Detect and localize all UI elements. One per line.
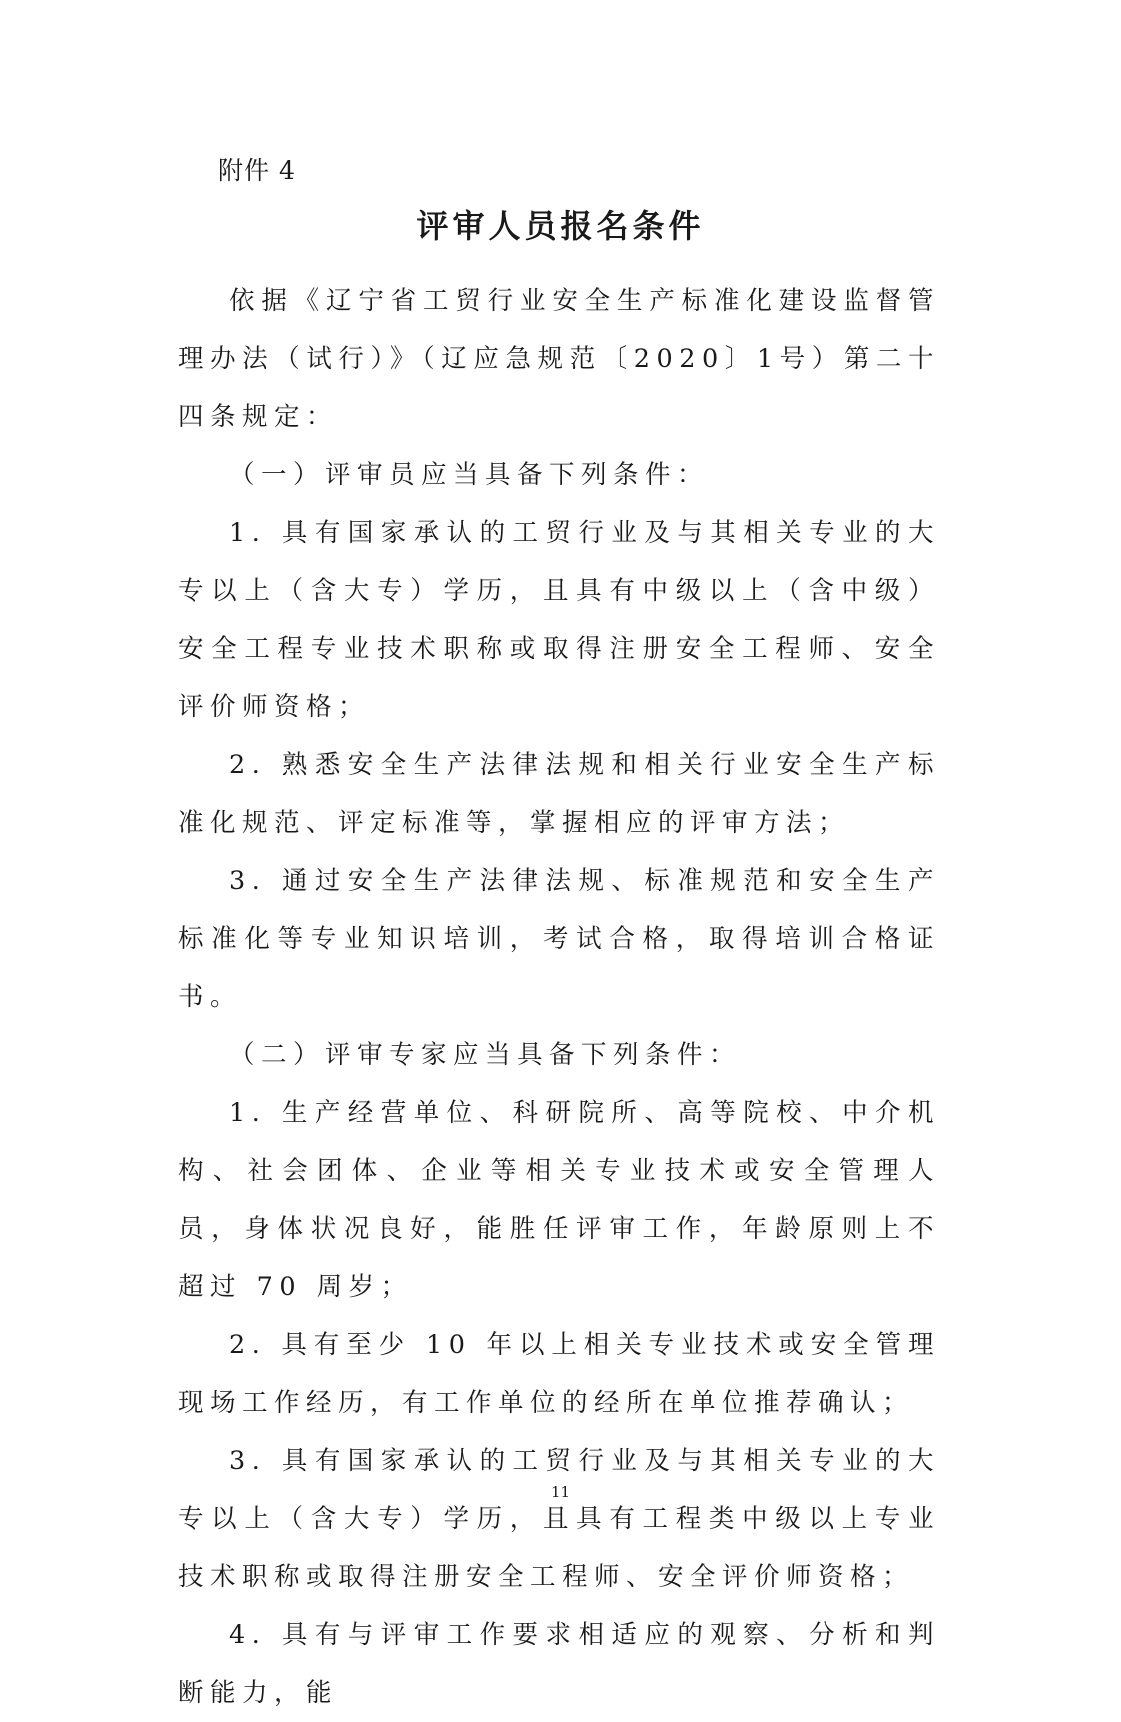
document-body <box>178 272 940 1722</box>
expert-condition-2: 2. 具有至少 10 年以上相关专业技术或安全管理现场工作经历，有工作单位的经所在单位推荐确认； <box>178 1330 940 1418</box>
section-heading-expert: （二）评审专家应当具备下列条件： <box>229 1040 742 1070</box>
document-title: 评审人员报名条件 <box>416 207 705 245</box>
attachment-label: 附件 4 <box>218 156 296 185</box>
paragraph-legal-basis: 依据《辽宁省工贸行业安全生产标准化建设监督管理办法（试行）》（辽应急规范〔2020〕1号）第二十四条规定： <box>178 286 940 432</box>
expert-condition-3: 3. 具有国家承认的工贸行业及与其相关专业的大专以上（含大专）学历，且具有工程类中级以上专业技术职称或取得注册安全工程师、安全评价师资格； <box>178 1446 940 1592</box>
expert-condition-1: 1. 生产经营单位、科研院所、高等院校、中介机构、社会团体、企业等相关专业技术或安全管理人员，身体状况良好，能胜任评审工作，年龄原则上不超过 70 周岁； <box>178 1098 940 1302</box>
section-heading-reviewer: （一）评审员应当具备下列条件： <box>229 460 710 490</box>
page-number: 11 <box>550 1483 571 1501</box>
reviewer-condition-1: 1. 具有国家承认的工贸行业及与其相关专业的大专以上（含大专）学历，且具有中级以上（含中级）安全工程专业技术职称或取得注册安全工程师、安全评价师资格； <box>178 518 940 722</box>
reviewer-condition-2: 2. 熟悉安全生产法律法规和相关行业安全生产标准化规范、评定标准等，掌握相应的评审方法； <box>178 750 940 838</box>
reviewer-condition-3: 3. 通过安全生产法律法规、标准规范和安全生产标准化等专业知识培训，考试合格，取得培训合格证书。 <box>178 866 940 1012</box>
expert-condition-4: 4. 具有与评审工作要求相适应的观察、分析和判断能力，能 <box>178 1620 940 1708</box>
